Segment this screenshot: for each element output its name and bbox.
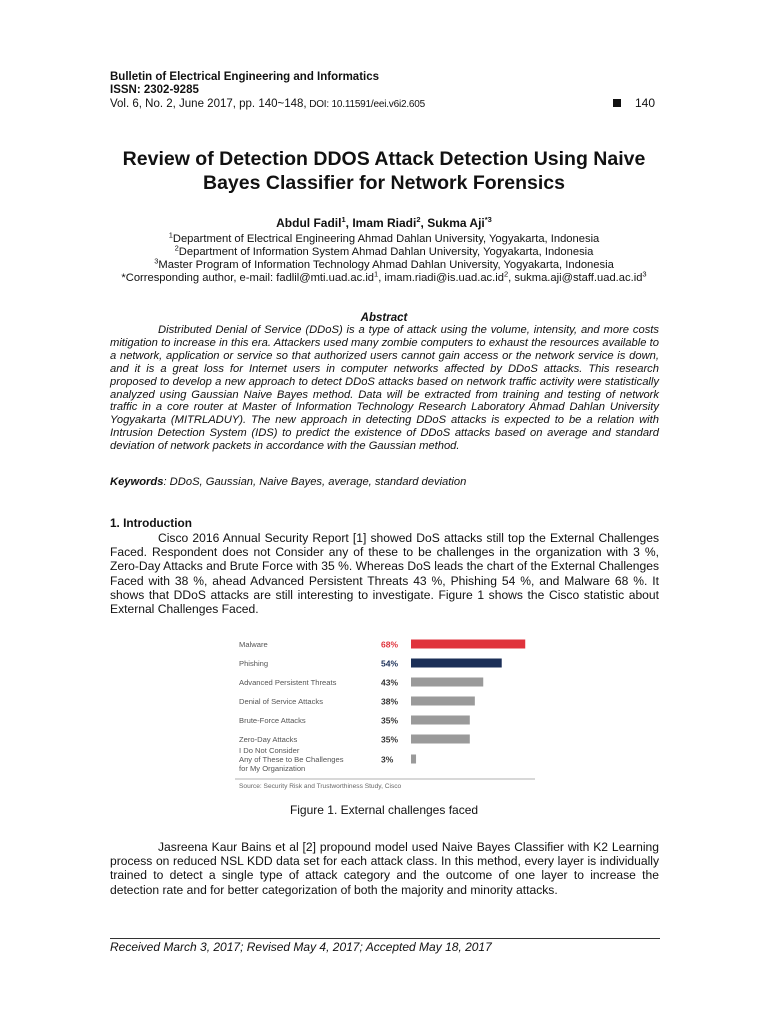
chart-category-label: for My Organization: [239, 764, 306, 773]
chart-category-label: Malware: [239, 640, 268, 649]
author-superscript: *3: [484, 215, 492, 224]
chart-bar: [411, 678, 483, 687]
received-dates: Received March 3, 2017; Revised May 4, 2017; Accepted May 18, 2017: [110, 940, 492, 954]
chart-source-note: Source: Security Risk and Trustworthiness Study, Cisco: [239, 783, 402, 790]
figure-chart: [232, 636, 538, 794]
corresponding-text: *Corresponding author, e-mail: fadlil@mti.uad.ac.id: [121, 272, 375, 284]
corresponding-text: , sukma.aji@staff.uad.ac.id: [508, 272, 643, 284]
chart-category-label: Denial of Service Attacks: [239, 697, 323, 706]
footer-divider: [110, 938, 660, 939]
author-superscript: 1: [341, 215, 346, 224]
author-separator: ,: [345, 216, 353, 230]
chart-bar: [411, 697, 475, 706]
author-name: Abdul Fadil: [276, 216, 342, 230]
keywords: [110, 476, 659, 488]
chart-category-label: Advanced Persistent Threats: [239, 678, 337, 687]
chart-value-label: 35%: [381, 715, 399, 726]
chart-bar: [411, 716, 470, 725]
body-paragraph: Cisco 2016 Annual Security Report [1] showed DoS attacks still top the External Challenges Faced. Respondent does not Consider any of these to be challenges in the organization with 3 %, Zero-Day Attacks and Brute Force with 35 %. Whereas DoS leads the chart of the External Challenges Faced with 38 %, ahead Advanced Persistent Threats 43 %, Phishing 54 %, and Malware 68 %. It shows that DDoS attacks are still interesting to investigate. Figure 1 shows the Cisco statistic about External Challenges Faced.: [110, 531, 659, 617]
chart-category-label: Any of These to Be Challenges: [239, 755, 344, 764]
chart-value-label: 43%: [381, 677, 399, 688]
email-superscript: 1: [374, 269, 379, 279]
page-number-block: [613, 96, 655, 110]
chart-value-label: 38%: [381, 696, 399, 707]
chart-category-label: Brute-Force Attacks: [239, 716, 306, 725]
journal-issn: ISSN: 2302-9285: [110, 84, 199, 96]
chart-category-label: Phishing: [239, 659, 269, 668]
affiliation-superscript: 2: [174, 243, 179, 253]
affiliation: [100, 230, 668, 247]
page-number: 140: [635, 96, 656, 110]
journal-volume-line: [110, 97, 425, 112]
author-separator: ,: [420, 216, 428, 230]
chart-value-label: 68%: [381, 639, 399, 650]
figure-caption: Figure 1. External challenges faced: [289, 803, 479, 817]
chart-value-label: 3%: [381, 754, 394, 765]
doi: DOI: 10.11591/eei.v6i2.605: [306, 99, 426, 110]
bar-chart: [232, 636, 538, 794]
email-superscript: 3: [642, 269, 647, 279]
abstract-heading: Abstract: [360, 312, 408, 324]
affiliation-superscript: 1: [168, 230, 173, 240]
keywords-text: : DDoS, Gaussian, Naive Bayes, average, standard deviation: [163, 476, 467, 488]
email-superscript: 2: [503, 269, 509, 279]
chart-bar: [411, 755, 416, 764]
affiliation-text: Department of Electrical Engineering Ahmad Dahlan University, Yogyakarta, Indonesia: [172, 233, 600, 245]
abstract-body: Distributed Denial of Service (DDoS) is a type of attack using the volume, intensity, and more costs mitigation to increase in this era. Attackers used many zombie computers to exhaust the resources available to a network, application or service so that authorized users cannot gain access or the network service is down, and it is a great loss for Internet users in computer networks affected by DDoS attacks. This research proposed to develop a new approach to detect DDoS attacks based on network traffic activity were statistically analyzed using Gaussian Naive Bayes method. Data will be extracted from training and testing of network traffic in a core router at Master of Information Technology Research Laboratory Ahmad Dahlan University Yogyakarta (MITRLADUY). The new approach in detecting DDoS attacks is expected to be a relation with Intrusion Detection System (IDS) to predict the existence of DDoS attacks based on average and standard deviation of network packets in accordance with the Gaussian method.: [110, 324, 659, 453]
square-bullet-icon: [613, 99, 621, 107]
affiliation-text: Department of Information System Ahmad Dahlan University, Yogyakarta, Indonesia: [178, 246, 594, 258]
affiliation: [100, 256, 668, 273]
chart-category-label: Zero-Day Attacks: [239, 735, 298, 744]
author-superscript: 2: [416, 215, 421, 224]
journal-name: Bulletin of Electrical Engineering and Informatics: [110, 71, 380, 83]
chart-bar: [411, 640, 525, 649]
body-paragraph: Jasreena Kaur Bains et al [2] propound model used Naive Bayes Classifier with K2 Learning process on reduced NSL KDD data set for each attack class. In this method, every layer is individually trained to detect a single type of attack category and the outcome of one layer to increase the detection rate and for better categorization of both the majority and minority attacks.: [110, 840, 659, 897]
chart-value-label: 54%: [381, 658, 399, 669]
corresponding-author: [100, 269, 668, 286]
corresponding-text: , imam.riadi@is.uad.ac.id: [378, 272, 504, 284]
author-list: [100, 216, 668, 230]
affiliation-text: Master Program of Information Technology Ahmad Dahlan University, Yogyakarta, Indonesia: [158, 259, 614, 271]
volume-info: Vol. 6, No. 2, June 2017, pp. 140~148,: [110, 98, 307, 110]
affiliation-superscript: 3: [154, 256, 159, 266]
chart-bar: [411, 735, 470, 744]
paper-title: Review of Detection DDOS Attack Detection Using Naive Bayes Classifier for Network Forensics: [122, 148, 646, 194]
author-name: Sukma Aji: [427, 216, 485, 230]
author-name: Imam Riadi: [352, 216, 417, 230]
chart-bar: [411, 659, 502, 668]
affiliation: [100, 243, 668, 260]
section-heading: 1. Introduction: [110, 516, 192, 530]
chart-category-label: I Do Not Consider: [239, 746, 300, 755]
keywords-label: Keywords: [110, 476, 164, 488]
chart-value-label: 35%: [381, 734, 399, 745]
